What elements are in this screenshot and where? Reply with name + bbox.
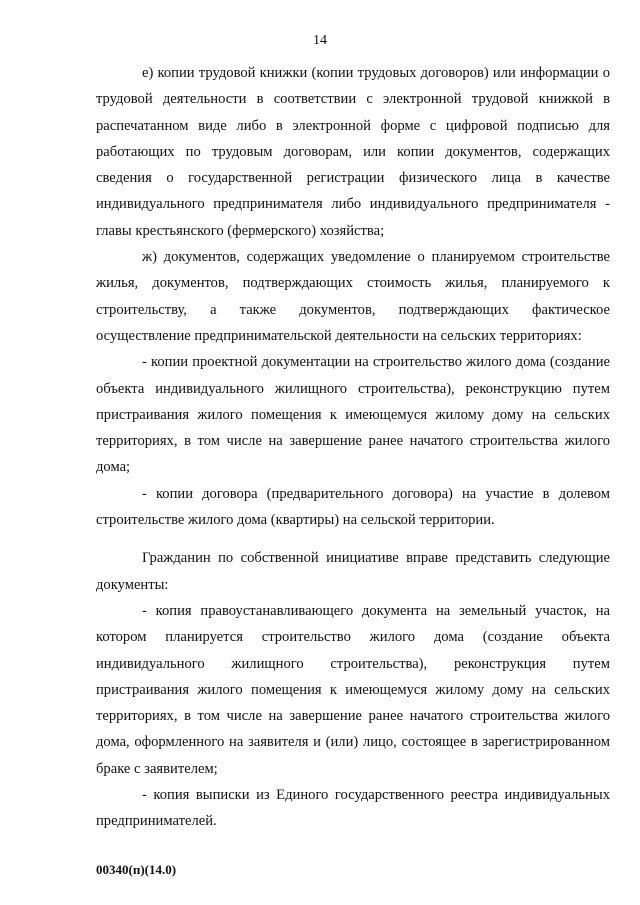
document-body: [96, 60, 610, 835]
paragraph-optional-documents-intro: Гражданин по собственной инициативе вправе представить следующие документы:: [96, 550, 610, 593]
document-code: 00340(п)(14.0): [96, 862, 177, 877]
paragraph-egrip-extract: - копия выписки из Единого государственного реестра индивидуальных предпринимателей.: [96, 787, 610, 830]
paragraph-e-labor-book: е) копии трудовой книжки (копии трудовых договоров) или информации о трудовой деятельности в соответствии с электронной трудовой книжкой в распечатанном виде либо в электронной форме с цифровой подписью для работающих по трудовым договорам, или копии документов, содержащих сведения о государственной регистрации физического лица в качестве индивидуального предпринимателя либо индивидуального предпринимателя - главы крестьянского (фермерского) хозяйства;: [96, 65, 610, 239]
page-number: 14: [313, 33, 327, 48]
paragraph-zh-construction-notice: ж) документов, содержащих уведомление о планируемом строительстве жилья, документов, подтверждающих стоимость жилья, планируемого к строительству, а также документов, подтверждающих фактическое осуществление предпринимательской деятельности на сельских территориях:: [96, 249, 610, 344]
paragraph-shared-construction-contract: - копии договора (предварительного договора) на участие в долевом строительстве жилого дома (квартиры) на сельской территории.: [96, 485, 610, 529]
paragraph-land-title-document: - копия правоустанавливающего документа на земельный участок, на котором планируется строительство жилого дома (создание объекта индивидуального жилищного строительства), реконструкция путем пристраивания жилого помещения к имеющемуся жилому дому на сельских территориях, в том числе на завершение ранее начатого строительства жилого дома, оформленного на заявителя и (или) лицо, состоящее в зарегистрированном браке с заявителем;: [96, 602, 610, 777]
paragraph-project-documentation: - копии проектной документации на строительство жилого дома (создание объекта индивидуального жилищного строительства), реконструкцию путем пристраивания жилого помещения к имеющемуся жилому дому на сельских территориях, в том числе на завершение ранее начатого строительства жилого дома;: [96, 354, 610, 476]
